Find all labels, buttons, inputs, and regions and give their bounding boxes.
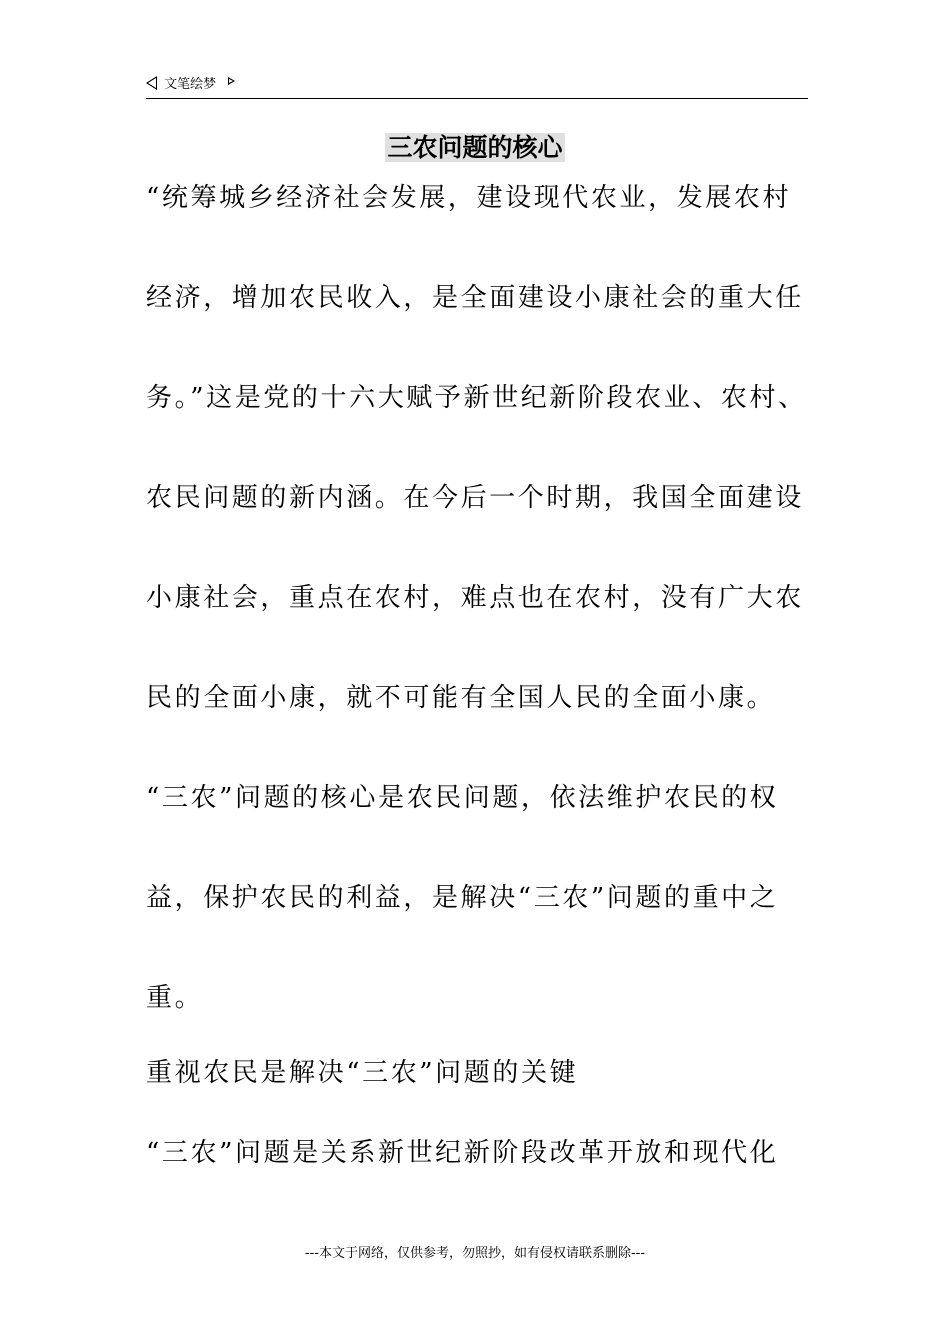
body-line: “统筹城乡经济社会发展，建设现代农业，发展农村 [146,183,792,213]
triangle-left-icon [146,76,157,90]
body-line: 务。”这是党的十六大赋予新世纪新阶段农业、农村、 [146,383,807,413]
document-title [0,130,950,166]
body-line: 农民问题的新内涵。在今后一个时期，我国全面建设 [146,483,804,513]
page-header [146,72,808,99]
header-text: 文笔绘梦 [164,77,217,92]
section-heading: 重视农民是解决“三农”问题的关键 [146,1058,579,1088]
body-line: 经济，增加农民收入，是全面建设小康社会的重大任 [146,283,804,313]
body-line: 民的全面小康，就不可能有全国人民的全面小康。 [146,683,776,713]
body-line: 重。 [146,983,204,1013]
body-line: 小康社会，重点在农村，难点也在农村，没有广大农 [146,583,804,613]
body-line: “三农”问题是关系新世纪新阶段改革开放和现代化 [146,1138,779,1168]
body-line: 益，保护农民的利益，是解决“三农”问题的重中之 [146,883,779,913]
title-text: 三农问题的核心 [387,133,563,162]
triangle-right-icon [228,77,235,85]
body-line: “三农”问题的核心是农民问题，依法维护农民的权 [146,783,779,813]
page-footer: ---本文于网络，仅供参考，勿照抄，如有侵权请联系删除--- [304,1246,646,1261]
